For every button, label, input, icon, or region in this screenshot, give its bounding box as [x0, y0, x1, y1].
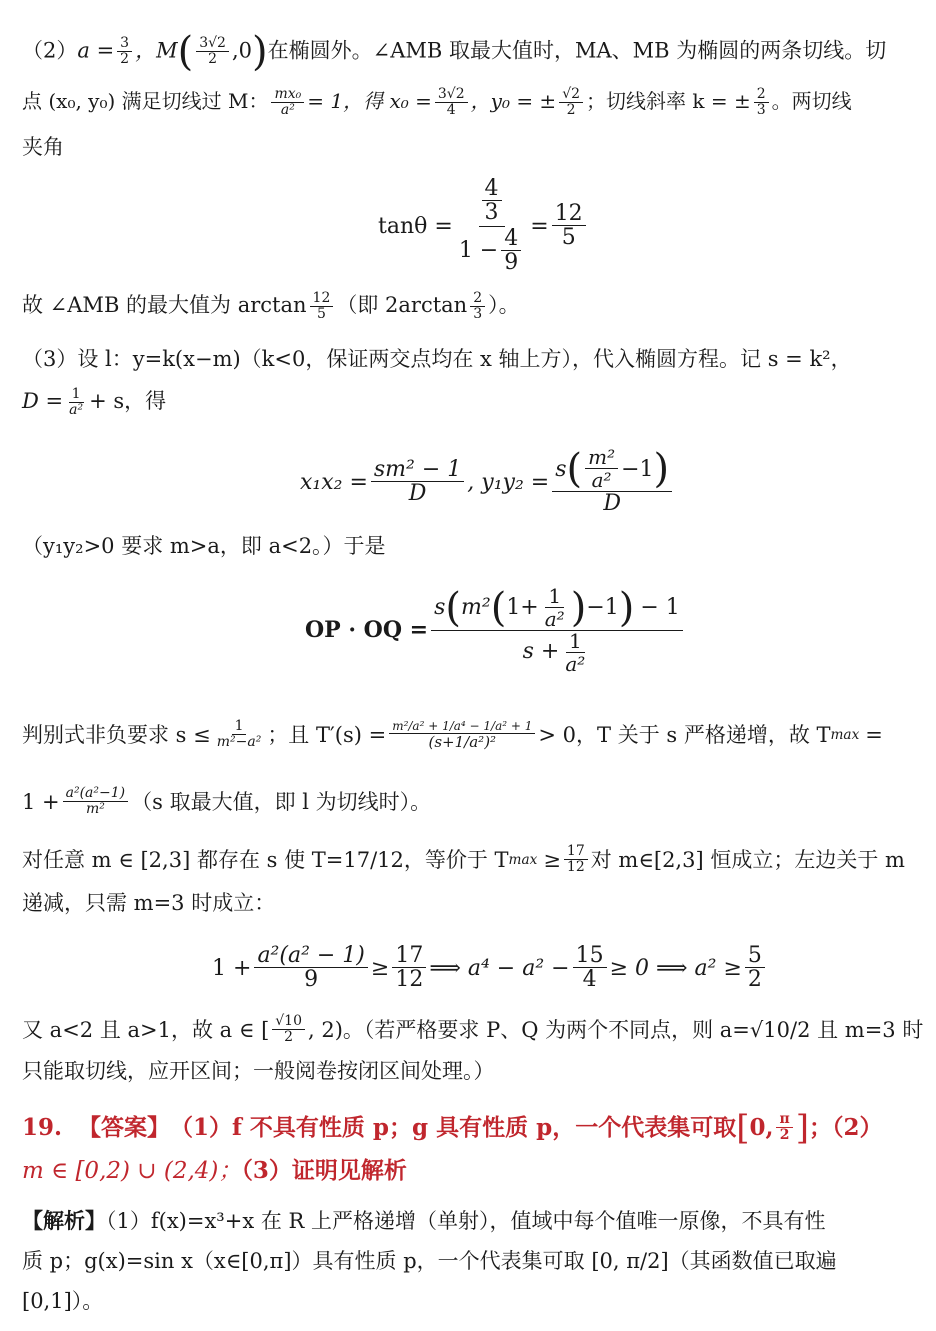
max-angle-text: 故 ∠AMB 的最大值为 arctan: [22, 293, 307, 317]
part2-line2: [22, 86, 918, 118]
y0-num: √2: [559, 87, 583, 103]
x0-fraction: [435, 87, 468, 118]
a-value-text: a =: [77, 38, 115, 63]
M-x-fraction: [196, 36, 229, 67]
answer-part2: m ∈ [0,2) ∪ (2,4)；: [22, 1158, 242, 1184]
opoq-lhs: OP · OQ =: [305, 617, 429, 643]
tprime-den-in: s+1/a²: [434, 732, 485, 751]
opoq-minus1: −1: [586, 594, 619, 620]
M-x-num: 3√2: [196, 36, 229, 52]
cond-den: a²: [280, 101, 295, 118]
disc-den: m²−a²: [216, 734, 262, 751]
condition-line: （y₁y₂>0 要求 m>a，即 a<2。）于是: [22, 534, 386, 558]
tprime-den: (s+1/a²)²: [428, 732, 497, 751]
x0-text: = 1，得 x₀ =: [307, 89, 432, 113]
part2-label: （2）: [22, 38, 78, 63]
max2-fraction: [470, 291, 485, 322]
product-equation: [300, 440, 675, 524]
tan-bot-fraction: [501, 227, 521, 275]
ineq-num1: a²(a² − 1): [254, 944, 367, 968]
condition-fraction: [271, 87, 304, 118]
opoq-oneplus: 1+: [506, 594, 539, 620]
answer-pi-fraction: [776, 1112, 792, 1143]
M-open-paren: (: [177, 29, 194, 75]
y1y2-inner-fraction: [585, 447, 618, 491]
part2-line1: [22, 29, 918, 75]
tmax-fraction: [63, 786, 128, 817]
D-num: 1: [69, 387, 84, 403]
opoq-open2: (: [490, 584, 507, 631]
tan-top-den: 3: [484, 200, 499, 226]
answer-part2-label: ；（2）: [809, 1114, 883, 1141]
q19-solution-line1: [22, 1206, 918, 1236]
opoq-den-num: 1: [566, 631, 585, 653]
tan-bot-pre: 1 −: [458, 237, 499, 263]
max-angle-alt: （即 2arctan: [336, 293, 468, 317]
part3-line2: [22, 386, 918, 418]
opoq-close2: ): [570, 584, 587, 631]
ineq-den4: 2: [747, 966, 762, 992]
also-den: 2: [284, 1029, 294, 1046]
tan-res-den: 5: [561, 224, 576, 250]
part2-line3: 夹角: [22, 135, 64, 159]
disc-text: 判别式非负要求 s ≤: [22, 723, 211, 747]
answer-part3: （3）证明见解析: [241, 1157, 407, 1184]
any-fraction: [564, 844, 588, 875]
x1x2-den: D: [408, 480, 427, 506]
tmax-line: [22, 780, 918, 824]
max2-den: 3: [473, 305, 483, 322]
a-den: 2: [120, 51, 130, 68]
tan-theta-equation: [378, 176, 589, 275]
disc-num: 1: [232, 719, 247, 735]
y1y2-tail: −1: [621, 456, 654, 482]
x1x2-num: sm² − 1: [371, 458, 464, 482]
y1y2-in-num: m²: [585, 447, 618, 469]
y1y2-lhs: , y₁y₂ =: [467, 469, 550, 495]
D-fraction: [66, 387, 86, 418]
D-post: + s，得: [89, 389, 167, 413]
y1y2-open: (: [566, 446, 583, 493]
any-m-line: [22, 840, 918, 880]
max-angle-tail: ）。: [488, 293, 520, 317]
x0-den: 4: [446, 101, 456, 118]
ineq-fraction3: [573, 944, 607, 992]
cond-num: mx₀: [271, 87, 304, 103]
also-fraction: [272, 1014, 305, 1045]
D-den: a²: [69, 401, 84, 418]
q19-solution-line2: 质 p；g(x)=sin x（x∈[0,π]）具有性质 p，一个代表集可取 [0, π/2]（其函数值已取遍: [22, 1249, 837, 1273]
ineq-implies2: ≥ 0 ⟹ a² ≥: [609, 955, 742, 981]
y1y2-fraction: [552, 447, 672, 516]
also-num: √10: [272, 1014, 305, 1030]
any-m-text: 对任意 m ∈ [2,3] 都存在 s 使 T=17/12，等价于 T: [22, 848, 509, 872]
answer-set-start: 0,: [749, 1114, 774, 1141]
decreasing-line: 递减，只需 m=3 时成立：: [22, 891, 276, 915]
tan-main-fraction: [456, 177, 527, 275]
opoq-minus-one: − 1: [640, 594, 680, 620]
opoq-m2: m²: [461, 594, 491, 620]
a-fraction: [117, 36, 132, 67]
final-note-line: 只能取切线，应开区间；一般阅卷按闭区间处理。）: [22, 1059, 495, 1083]
y1y2-close: ): [653, 446, 670, 493]
tan-top-fraction: [482, 177, 502, 225]
answer-set-open: [: [736, 1108, 750, 1148]
answer-pi-num: π: [776, 1112, 792, 1128]
also-line: [22, 1010, 924, 1050]
q19-answer-line1: [22, 1106, 918, 1150]
part3-line1: （3）设 l：y=k(x−m)（k<0，保证两交点均在 x 轴上方），代入椭圆方程。记 s = k²，: [22, 347, 852, 371]
tmax-note: （s 取最大值，即 l 为切线时）。: [131, 790, 432, 814]
ineq-den2: 12: [395, 966, 424, 992]
ineq-fraction2: [392, 944, 426, 992]
max2-num: 2: [470, 291, 485, 307]
solution-text1: （1）f(x)=x³+x 在 R 上严格递增（单射），值域中每个值唯一原像，不具有性: [106, 1209, 826, 1233]
k-num: 2: [754, 87, 769, 103]
max-angle-line: [22, 290, 918, 322]
tmax-num: a²(a²−1): [63, 786, 128, 802]
ineq-implies1: ⟹ a⁴ − a² −: [429, 955, 570, 981]
ineq-den3: 4: [582, 966, 597, 992]
opoq-in-num: 1: [545, 586, 564, 608]
tprime-text: ；且 T′(s) =: [267, 723, 387, 747]
y1y2-s: s: [555, 456, 567, 482]
M-x-den: 2: [208, 51, 218, 68]
opoq-den-s: s +: [522, 639, 560, 665]
max-den: 5: [316, 305, 326, 322]
solution-tag: 【解析】: [22, 1208, 106, 1233]
opoq-s: s: [434, 594, 446, 620]
ineq-den1: 9: [304, 966, 319, 992]
ineq-fraction1: [254, 944, 367, 992]
ineq-num2: 17: [392, 944, 426, 968]
part2-line2-tail: 。两切线: [771, 89, 852, 113]
opoq-close1: ): [618, 584, 635, 631]
y1y2-num: [552, 447, 672, 492]
max-fraction: [310, 291, 334, 322]
ineq-pre: 1 +: [212, 955, 252, 981]
any-geq: ≥: [543, 848, 561, 872]
tan-lhs: tanθ =: [378, 213, 453, 239]
discriminant-line: [22, 700, 918, 770]
tprime-num: m²/a² + 1/a⁴ − 1/a² + 1: [389, 720, 535, 734]
any-m-tail: 对 m∈[2,3] 恒成立；左边关于 m: [590, 848, 905, 872]
x1x2-fraction: [371, 458, 464, 506]
opoq-in-den: a²: [544, 606, 565, 631]
tmax-den: m²: [85, 801, 105, 818]
answer-tag: 【答案】: [78, 1114, 171, 1141]
tan-top-num: 4: [482, 177, 502, 201]
q19-solution-line3: [0,1]）。: [22, 1289, 104, 1313]
answer-part1: （1）f 不具有性质 p；g 具有性质 p，一个代表集可取: [170, 1114, 737, 1141]
opoq-num: [431, 583, 683, 631]
y0-fraction: [559, 87, 583, 118]
x1x2-lhs: x₁x₂ =: [300, 469, 368, 495]
tangent-point-text: 点 (x₀, y₀) 满足切线过 M：: [22, 89, 269, 113]
opoq-open1: (: [445, 584, 462, 631]
a-num: 3: [117, 36, 132, 52]
q19-answer-line2: [22, 1156, 918, 1186]
tan-equals: =: [530, 213, 549, 239]
ineq-fraction4: [745, 944, 765, 992]
any-num: 17: [564, 844, 588, 860]
part2-line1-tail: 在椭圆外。∠AMB 取最大值时，MA、MB 为椭圆的两条切线。切: [267, 38, 887, 63]
any-den: 12: [566, 859, 585, 876]
k-den: 3: [756, 101, 766, 118]
ineq-num4: 5: [745, 944, 765, 968]
M-rest: ,0: [231, 38, 253, 63]
max-num: 12: [310, 291, 334, 307]
opoq-equation: [305, 580, 686, 680]
y1y2-den: D: [603, 491, 621, 517]
tan-main-den: [456, 227, 527, 275]
opoq-den-fraction: [562, 628, 588, 676]
monotone-text: > 0，T 关于 s 严格递增，故 T: [538, 723, 831, 747]
M-label: ，M: [135, 38, 178, 63]
tprime-fraction: [389, 720, 535, 750]
tan-bot-num: 4: [501, 227, 521, 251]
also-tail: , 2)。（若严格要求 P、Q 为两个不同点，则 a=√10/2 且 m=3 时: [308, 1018, 924, 1042]
q19-number: 19.: [22, 1114, 63, 1141]
tan-bot-den: 9: [504, 249, 519, 275]
also-text: 又 a<2 且 a>1，故 a ∈ [: [22, 1018, 270, 1042]
opoq-inner-fraction: [542, 583, 568, 631]
y1y2-in-den: a²: [591, 468, 612, 493]
y0-den: 2: [566, 101, 576, 118]
ineq-num3: 15: [573, 944, 607, 968]
tan-main-num: [479, 177, 505, 226]
disc-equals: =: [865, 723, 883, 747]
answer-pi-den: 2: [779, 1127, 790, 1144]
slope-text: ；切线斜率 k = ±: [586, 89, 751, 113]
D-pre: D =: [22, 389, 64, 413]
any-tmax-sub: max: [508, 852, 538, 868]
answer-set-close: ]: [795, 1108, 809, 1148]
k-fraction: [754, 87, 769, 118]
disc-fraction: [214, 719, 265, 750]
inequality-equation: [212, 936, 768, 1000]
ineq-geq: ≥: [370, 955, 390, 981]
M-close-paren: ): [252, 29, 268, 75]
tan-res-num: 12: [552, 202, 586, 226]
tmax-sub: max: [830, 727, 860, 743]
x0-num: 3√2: [435, 87, 468, 103]
opoq-fraction: [431, 583, 683, 676]
tan-result-fraction: [552, 202, 586, 250]
opoq-den-den: a²: [565, 651, 586, 676]
y0-text: ，y₀ = ±: [470, 89, 557, 113]
tmax-pre: 1 +: [22, 790, 60, 814]
opoq-den: [520, 628, 595, 676]
